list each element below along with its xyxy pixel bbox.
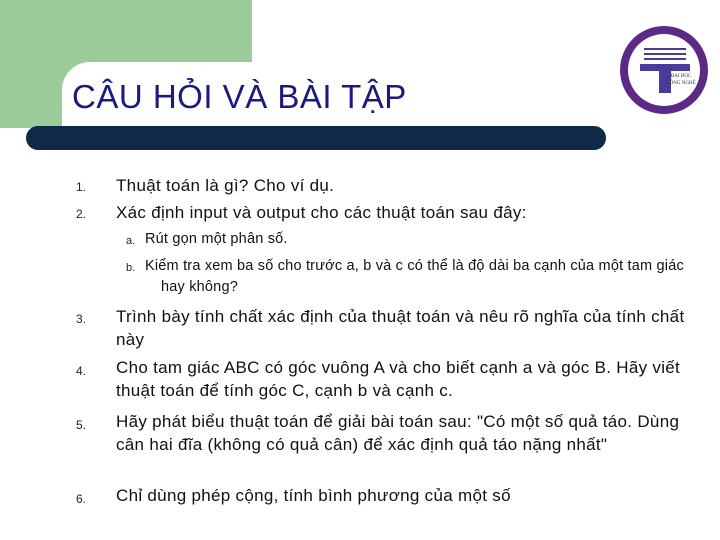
page-title: CÂU HỎI VÀ BÀI TẬP	[72, 78, 407, 115]
logo-text-line1: ĐẠI HỌC	[670, 74, 692, 79]
sublist-item-letter: b.	[126, 262, 136, 274]
list-item-text: Thuật toán là gì? Cho ví dụ.	[116, 176, 335, 195]
sublist-item-letter: a.	[126, 235, 136, 247]
logo-text-line2: CÔNG NGHỆ	[666, 81, 696, 86]
title-underline-bar	[26, 126, 606, 150]
list-item-number: 1.	[76, 180, 87, 194]
list-item-text: Trình bày tính chất xác định của thuật toán và nêu rõ nghĩa của tính chất này	[116, 307, 685, 349]
university-emblem-icon	[618, 24, 710, 116]
sublist-item-text: Rút gọn một phân số.	[145, 231, 288, 247]
list-item-number: 6.	[76, 492, 87, 506]
list-item-text: Chỉ dùng phép cộng, tính bình phương của một số	[116, 486, 511, 505]
list-item-text: Xác định input và output cho các thuật toán sau đây:	[116, 203, 527, 222]
list-item-text: Hãy phát biểu thuật toán để giải bài toán sau: "Có một số quả táo. Dùng cân hai đĩa (không có quả cân) để xác định quả táo nặng nhất"	[116, 412, 680, 454]
list-item-number: 2.	[76, 207, 87, 221]
list-item-number: 5.	[76, 418, 87, 432]
list-item-text: Cho tam giác ABC có góc vuông A và cho biết cạnh a và góc B. Hãy viết thuật toán để tính góc C, cạnh b và cạnh c.	[116, 358, 681, 400]
list-item-number: 3.	[76, 312, 87, 326]
list-item-number: 4.	[76, 364, 87, 378]
sublist-item-text: Kiểm tra xem ba số cho trước a, b và c có thể là độ dài ba cạnh của một tam giác hay không?	[145, 258, 684, 295]
